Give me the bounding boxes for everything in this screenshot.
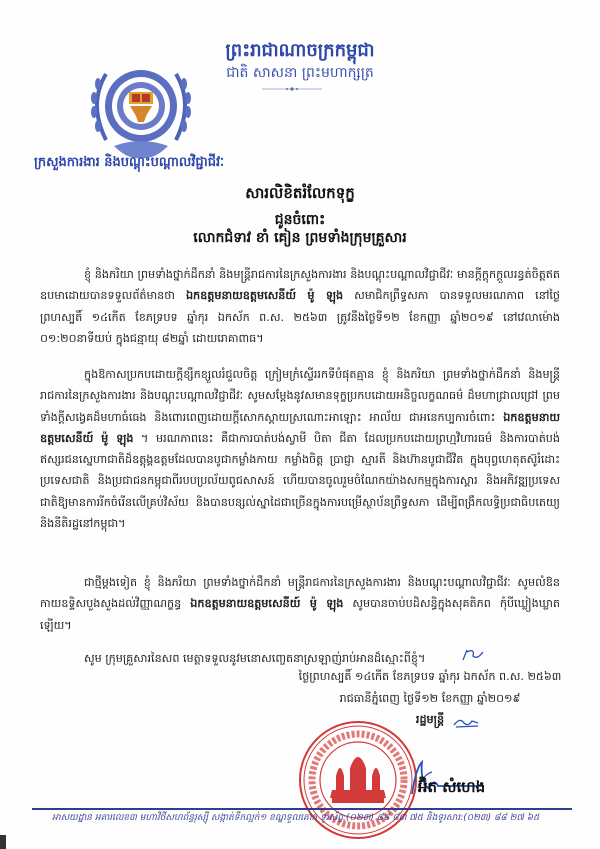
paragraph-1-text: ខ្ញុំ និងភរិយា ព្រមទាំងថ្នាក់ដឹកនាំ និងមន្ត្រីរាជការនៃក្រសួងការងារ និងបណ្តុះបណ្តាលវិជ្ជាជីវៈ មានក្តីក្តុកក្តួលរន្ធត់ចិត្តឥតឧបមាដោយបានទទួលព័ត៌មានថា [40,268,560,303]
paragraph-1-text-cont: សមាជិកព្រឹទ្ធសភា បានទទួលមរណភាព នៅថ្ងៃ ព្រហស្បតិ៍ ១៤កើត ខែភទ្របទ ឆ្នាំកុរ ឯកស័ក ព.ស. ២៥៦៣ ត្រូវនឹងថ្ងៃទី១២ ខែកញ្ញា ឆ្នាំ២០១៩ នៅវេលាម៉ោង ០១:២០នាទីយប់ ក្នុងជន្មាយុ ៨២ឆ្នាំ ដោយរោគាពាធ។ [40,289,561,345]
paragraph-1 [40,264,560,349]
paragraph-4-text: សូម ក្រុមគ្រួសារនៃសព មេត្តាទទួលនូវមនោសញ្ចេតនាស្រឡាញ់រាប់អានដ៏ស្មោះពីខ្ញុំ។ [84,652,426,665]
ministry-name: ក្រសួងការងារ និងបណ្តុះបណ្តាលវិជ្ជាជីវៈ [34,155,225,170]
paragraph-3 [40,572,560,636]
footer-divider [32,808,572,810]
paragraph-3-text-cont: សូមបានចាប់បដិសន្ធិក្នុងសុគតិភព កុំបីឃ្លៀងឃ្លាតឡើយ។ [40,597,560,632]
divider-ornament-icon [262,87,322,91]
deceased-name: ឯកឧត្តមនាយឧត្តមសេនីយ៍ ម៉ូ ឡុង [40,410,560,445]
paragraph-2 [40,364,560,534]
handwritten-initial-icon [461,648,489,662]
scan-edge-mark [0,835,6,849]
signer-name: អ៊ិត សំហេង [418,778,486,796]
place-and-date: រាជធានីភ្នំពេញ ថ្ងៃទី១២ ខែកញ្ញា ឆ្នាំ២០១៩ [339,692,521,705]
addressed-to-label: ជូនចំពោះ [274,212,326,228]
national-motto: ជាតិ សាសនា ព្រះមហាក្សត្រ [226,65,374,81]
ministry-logo-icon [84,54,198,166]
footer-address: អាសយដ្ឋាន អគារលេខ៣ មហាវិថីសហព័ន្ធរុស្ស៊ី សង្កាត់ទឹកល្អក់១ ខណ្ឌទួលគោក ទូរស័ព្ទ:(០២៣) ៨៨ ៨៣ ៧៥ និងទូរសារ:(០២៣) ៨៨ ២៧ ៦៥ [52,813,540,823]
paragraph-2-text-cont: ។ មរណភាពនេះ គឺជាការបាត់បង់ស្វាមី បិតា ជីតា ដែលប្រកបដោយព្រហ្មវិហារធម៌ និងការបាត់បង់ឥស្សរជនស្នេហាជាតិដ៏ឧត្តុង្គឧត្តមដែលបានបូជាកម្លាំងកាយ កម្លាំងចិត្ត ប្រាជ្ញា ស្មារតី និងហ៊ានបូជាជីវិត ក្នុងបុព្វហេតុតស៊ូរំដោះប្រទេសជាតិ និងប្រជាជនកម្ពុជាពីរបបប្រល័យពូជសាសន៍ ហើយបានចូលរួមចំណែកយ៉ាងសកម្មក្នុងការស្តារ និងអភិវឌ្ឍប្រទេសជាតិឱ្យមានការរីកចំរើនលើគ្រប់វិស័យ និងបានបន្សល់ស្នាដៃជាច្រើនក្នុងការបម្រើស្ថាប័នព្រឹទ្ធសភា ដើម្បីពង្រឹកលទ្ធិប្រជាធិបតេយ្យ និងនីតិរដ្ឋនៅកម្ពុជា។ [40,431,561,531]
recipient-name: លោកជំទាវ ខាំ គៀន ព្រមទាំងក្រុមគ្រួសារ [193,230,407,246]
handwritten-initial-icon [452,715,480,729]
paragraph-2-text: ក្នុងឱកាសប្រកបដោយក្តីខ្សឹកខ្សួលរំជួលចិត្ត ក្រៀមក្រំស្ទើររកទីបំផុតគ្មាន ខ្ញុំ និងភរិយា ព្រមទាំងថ្នាក់ដឹកនាំ និងមន្ត្រីរាជការនៃក្រសួងការងារ និងបណ្តុះបណ្តាលវិជ្ជាជីវៈ សូមសម្តែងនូវសមានទុក្ខប្រកបដោយអនិច្ចលក្ខណធម៌ ដ៏មហាជ្រាលជ្រៅ ព្រមទាំងក្តីសង្វេគដ៏មហាធំធេង និងពោរពេញដោយក្តីសោកស្តាយស្រណោះអាឡោះ អាល័យ ជាអនេកប្បការចំពោះ [40,368,560,424]
paragraph-3-text: ជាថ្មីម្តងទៀត ខ្ញុំ និងភរិយា ព្រមទាំងថ្នាក់ដឹកនាំ មន្ត្រីរាជការនៃក្រសួងការងារ និងបណ្តុះបណ្តាលវិជ្ជាជីវៈ សូមលំឱនកាយឧទ្ទិសបួងសួងដល់វិញ្ញាណក្ខន្ធ [40,576,560,611]
kingdom-heading: ព្រះរាជាណាចក្រកម្ពុជា [225,40,375,61]
letter-title: សារលិខិតរំលែកទុក្ខ [245,184,355,202]
deceased-name: ឯកឧត្តមនាយឧត្តមសេនីយ៍ ម៉ូ ឡុង [190,597,344,611]
deceased-name: ឯកឧត្តមនាយឧត្តមសេនីយ៍ ម៉ូ ឡុង [185,289,344,303]
lunar-date: ថ្ងៃព្រហស្បតិ៍ ១៤កើត ខែភទ្របទ ឆ្នាំកុរ ឯកស័ក ព.ស. ២៥៦៣ [298,670,562,683]
signer-role: រដ្ឋមន្ត្រី [415,713,445,726]
